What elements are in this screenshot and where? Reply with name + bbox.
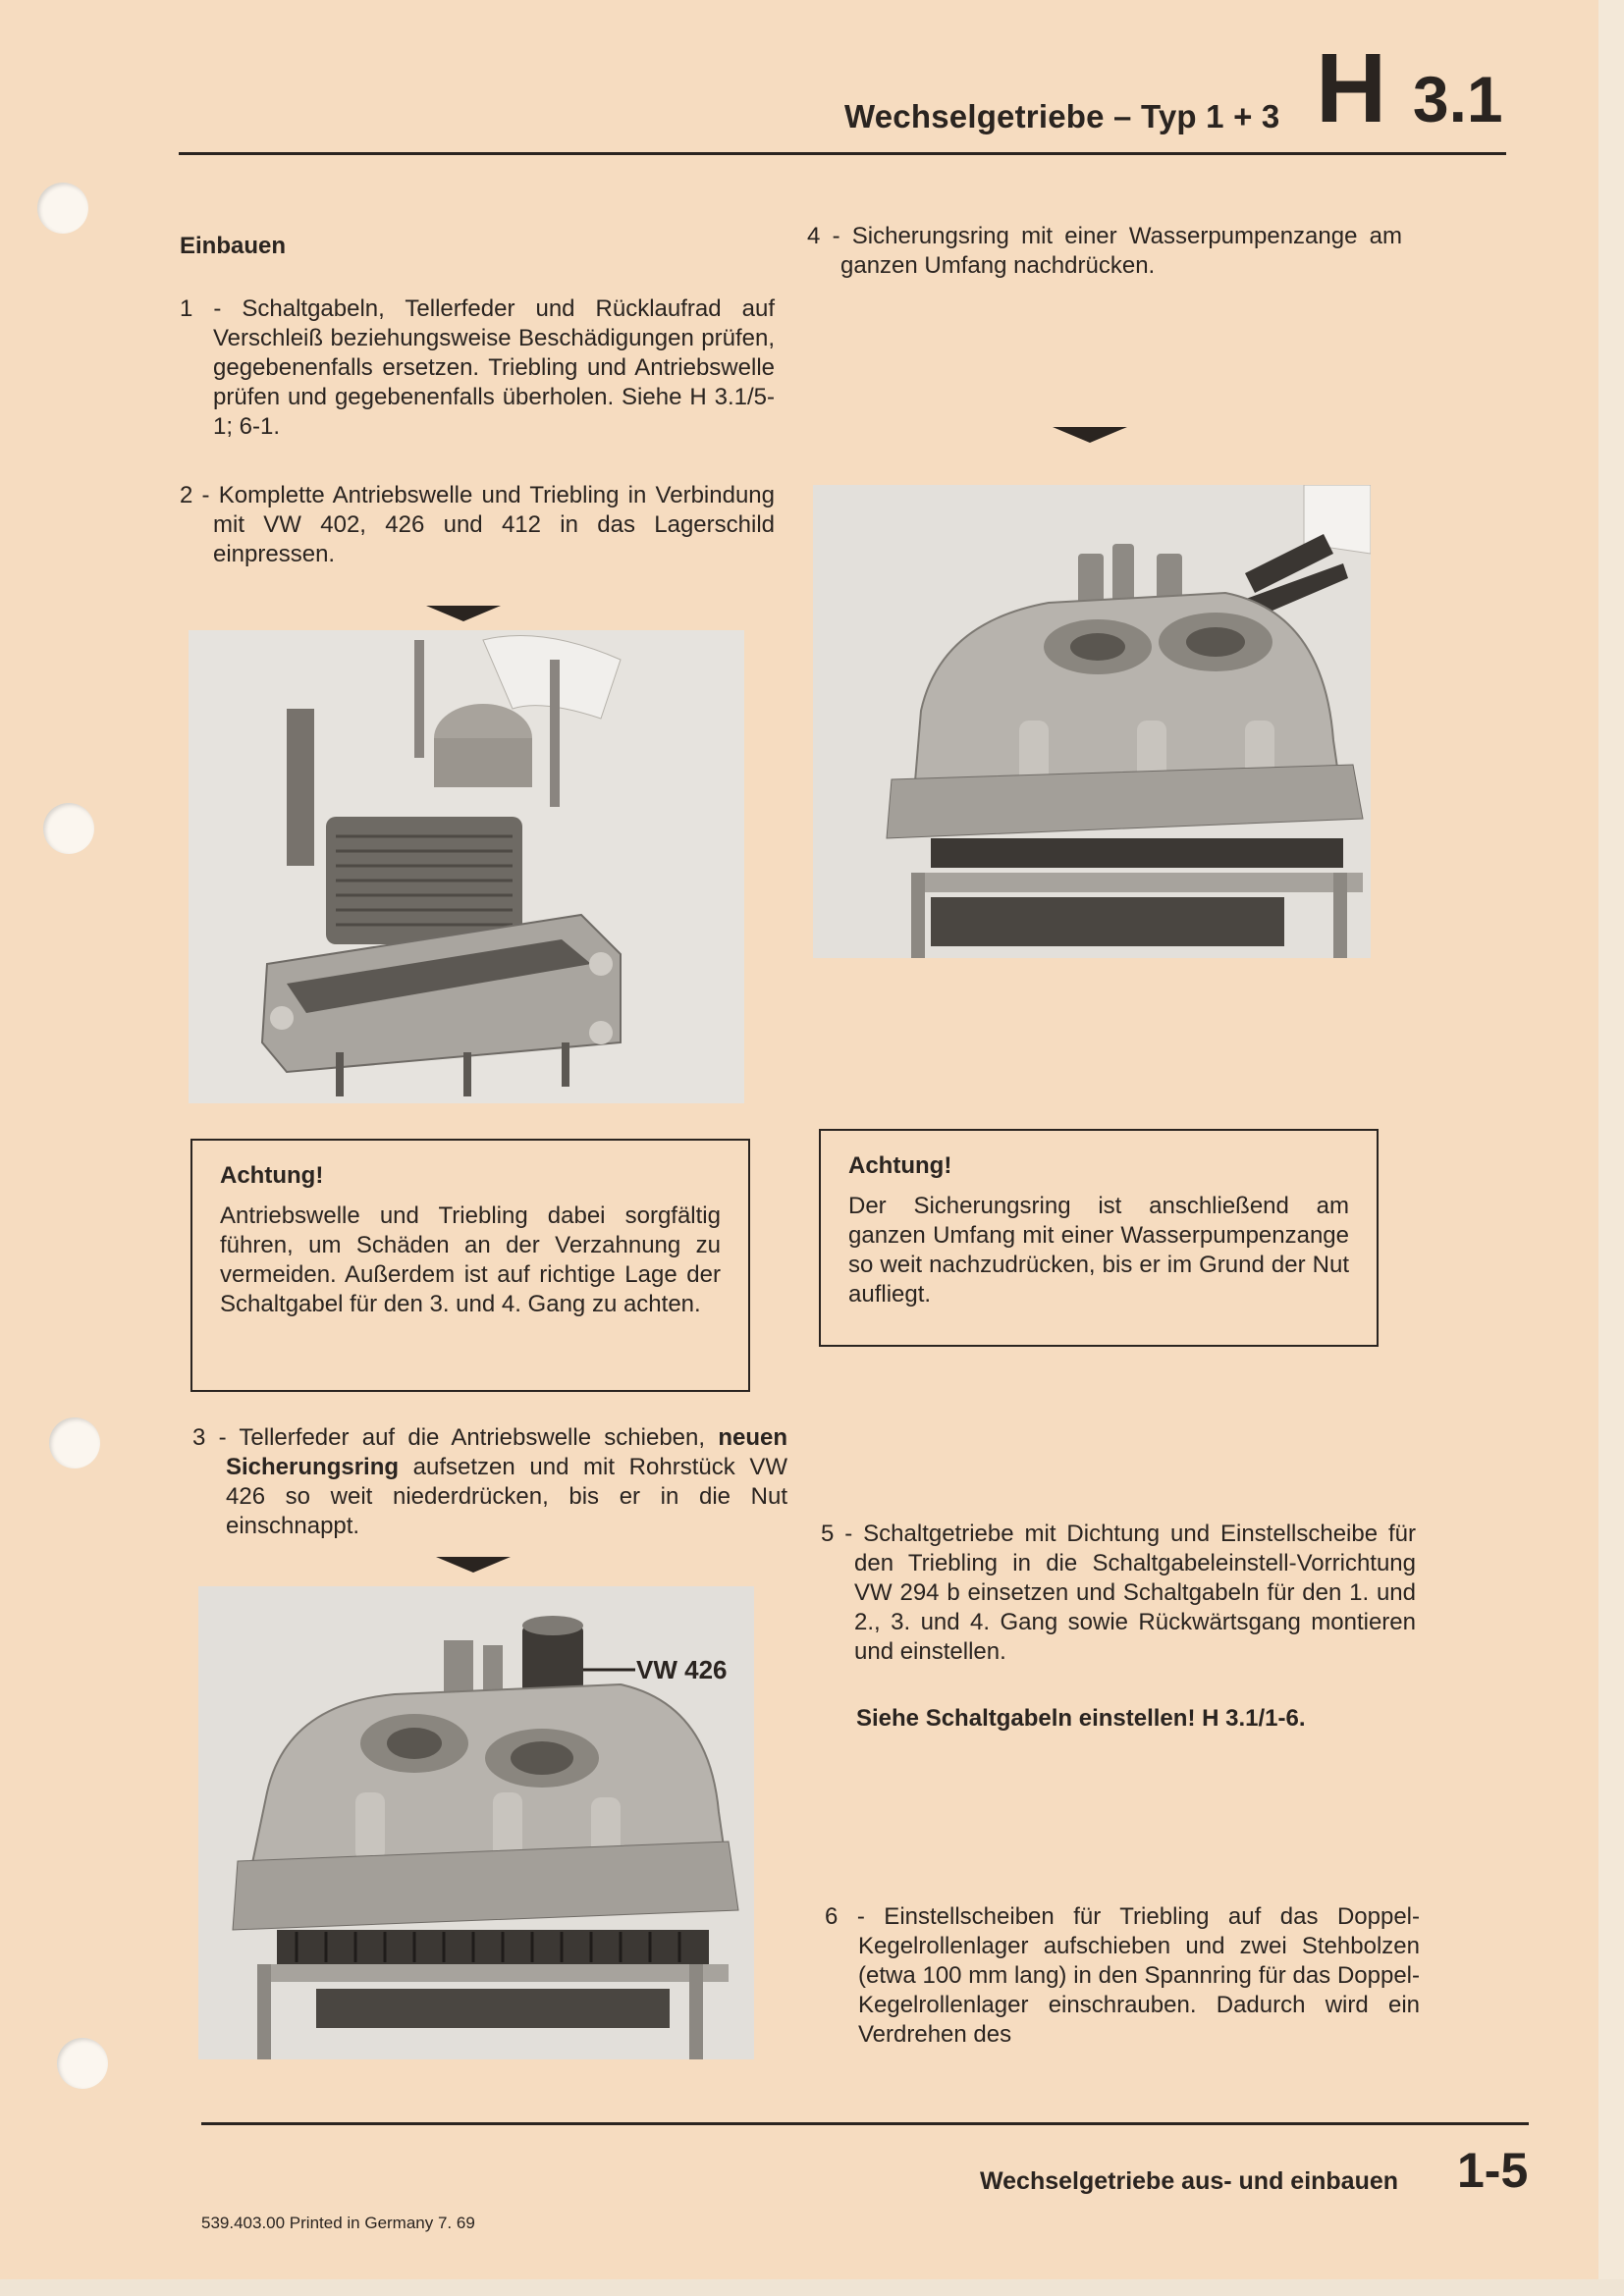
section-letter: H bbox=[1316, 33, 1387, 143]
step-5-text: 5 - Schaltgetriebe mit Dichtung und Einstellscheibe für den Triebling in die Schaltgabeleinstell-Vorrichtung VW 294 b einsetzen und Schaltgabeln für den 1. und 2., 3. und 4. Gang sowie Rückwärtsgang montieren und einstellen. bbox=[821, 1521, 1416, 1665]
footer-title: Wechselgetriebe aus- und einbauen bbox=[980, 2167, 1399, 2195]
section-heading: Einbauen bbox=[180, 233, 287, 259]
warning-title: Achtung! bbox=[848, 1152, 952, 1179]
warning-title: Achtung! bbox=[220, 1162, 324, 1189]
photo-gearbox-assembly bbox=[189, 630, 744, 1103]
step-3-text bbox=[192, 1423, 787, 1541]
header-title: Wechselgetriebe – Typ 1 + 3 bbox=[844, 98, 1280, 134]
arrow-down-icon bbox=[426, 606, 501, 621]
footer-rule bbox=[201, 2122, 1529, 2125]
section-number: 3.1 bbox=[1412, 63, 1503, 135]
page-number: 1-5 bbox=[1457, 2143, 1529, 2198]
print-info: 539.403.00 Printed in Germany 7. 69 bbox=[201, 2214, 475, 2232]
punch-hole bbox=[57, 2038, 108, 2089]
photo-circlip-pliers bbox=[813, 485, 1371, 958]
page-bottom-edge bbox=[0, 2279, 1624, 2296]
tool-label: VW 426 bbox=[636, 1655, 728, 1684]
step-4-text: 4 - Sicherungsring mit einer Wasserpumpenzange am ganzen Umfang nachdrücken. bbox=[807, 223, 1402, 279]
warning-text: Der Sicherungsring ist anschließend am ganzen Umfang mit einer Wasserpumpenzange so weit nachzudrücken, bis er im Grund der Nut aufliegt. bbox=[848, 1193, 1349, 1308]
page-edge bbox=[1598, 0, 1624, 2296]
section-code bbox=[1316, 33, 1503, 143]
header-rule bbox=[179, 152, 1506, 155]
step-2-text: 2 - Komplette Antriebswelle und Triebling in Verbindung mit VW 402, 426 und 412 in das Lagerschild einpressen. bbox=[180, 482, 775, 567]
punch-hole bbox=[37, 183, 88, 234]
step-5-reference: Siehe Schaltgabeln einstellen! H 3.1/1-6. bbox=[856, 1705, 1306, 1732]
warning-box-right bbox=[819, 1129, 1379, 1347]
arrow-down-icon bbox=[436, 1557, 511, 1573]
warning-text: Antriebswelle und Triebling dabei sorgfältig führen, um Schäden an der Verzahnung zu vermeiden. Außerdem ist auf richtige Lage der Schaltgabel für den 3. und 4. Gang zu achten. bbox=[220, 1202, 721, 1317]
arrow-down-icon bbox=[1053, 427, 1127, 443]
photo-gearbox-vw426 bbox=[198, 1586, 754, 2059]
step-6-text: 6 - Einstellscheiben für Triebling auf das Doppel-Kegelrollenlager aufschieben und zwei Stehbolzen (etwa 100 mm lang) in den Spannring für das Doppel-Kegelrollenlager einschrauben. Dadurch wird ein Verdrehen des bbox=[825, 1903, 1420, 2048]
punch-hole bbox=[43, 803, 94, 854]
step-1-text: 1 - Schaltgabeln, Tellerfeder und Rücklaufrad auf Verschleiß beziehungsweise Beschädigungen prüfen, gegebenenfalls ersetzen. Triebling und Antriebswelle prüfen und gegebenenfalls überholen. Siehe H 3.1/5-1; 6-1. bbox=[180, 295, 775, 440]
punch-hole bbox=[49, 1417, 100, 1468]
step-3-text-b: aufsetzen und mit Rohrstück VW 426 so weit niederdrücken, bis er in die Nut einschnappt. bbox=[226, 1454, 787, 1539]
warning-box-left bbox=[190, 1139, 750, 1392]
step-3-text-a: 3 - Tellerfeder auf die Antriebswelle schieben, bbox=[192, 1424, 706, 1451]
step-3-bold: neuen Sicherungsring bbox=[226, 1424, 787, 1480]
